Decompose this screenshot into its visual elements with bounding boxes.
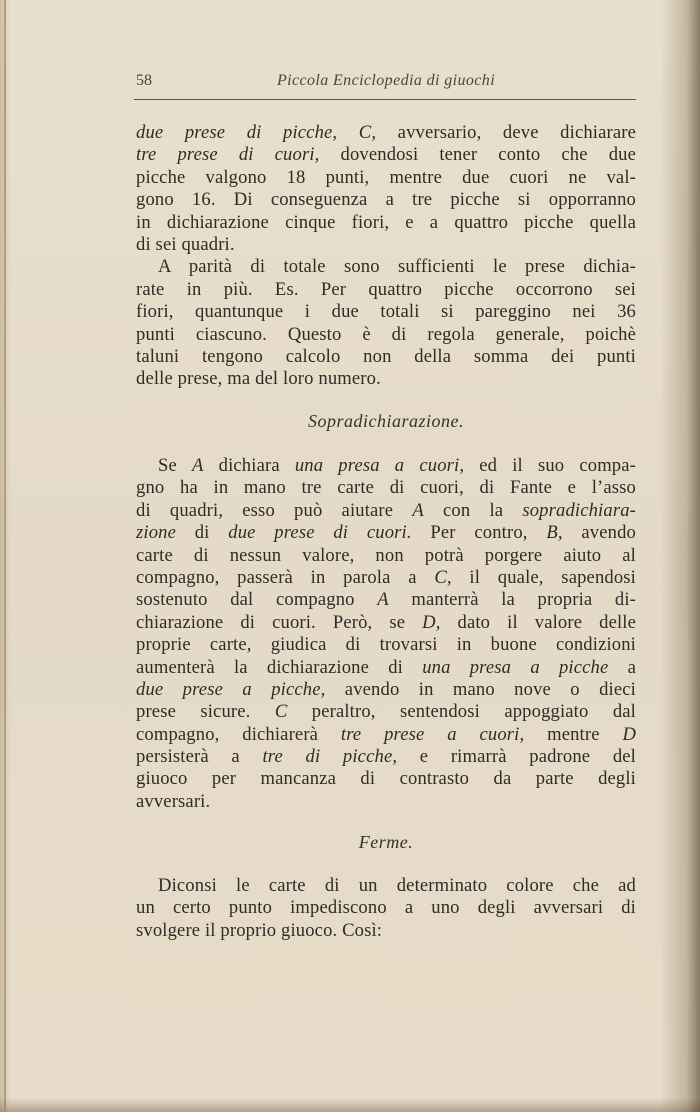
text-run: manterrà la propria di- (388, 589, 637, 611)
text-line (136, 189, 636, 211)
italic-run: zione (136, 522, 176, 544)
italic-run: B, (546, 522, 563, 544)
italic-run: due prese di cuori. (228, 522, 412, 544)
text-run: avversari. (136, 790, 211, 812)
text-line (136, 875, 636, 897)
italic-run: A (192, 455, 204, 476)
text-run: A parità di totale sono sufficienti le prese dichia- (158, 256, 636, 278)
paragraph-parity (136, 256, 636, 390)
italic-run: sopradichiara- (522, 499, 636, 521)
text-run: fiori, quantunque i due totali si pareggino nei 36 (136, 301, 636, 323)
text-line (136, 612, 636, 634)
page-edge (4, 0, 6, 1112)
text-run: mentre (524, 723, 623, 745)
text-run: Per contro, (411, 522, 547, 544)
text-run: avendo in mano nove o dieci (325, 678, 636, 700)
text-run: delle prese, ma del loro numero. (136, 368, 381, 390)
text-run: dato il valore delle (440, 611, 637, 633)
italic-run: tre prese a cuori, (340, 723, 525, 745)
italic-run: una presa a cuori, (294, 455, 465, 476)
text-run: persisterà a (136, 746, 263, 768)
text-line (136, 634, 636, 656)
text-run: Diconsi le carte di un determinato colore che ad (158, 875, 636, 896)
text-line (136, 589, 636, 611)
section-heading-ferme: Ferme. (358, 832, 414, 852)
text-line (136, 768, 636, 790)
text-run: giuoco per mancanza di contrasto da parte degli (136, 768, 636, 790)
text-line (136, 346, 636, 368)
text-line (136, 897, 636, 919)
text-run: dichiara (203, 455, 295, 476)
text-line (136, 167, 636, 189)
text-run: chiarazione di cuori. Però, se (136, 611, 423, 633)
text-line (136, 256, 636, 278)
text-run: con la (423, 499, 523, 521)
text-run: in dichiarazione cinque fiori, e a quattro picche quella (136, 211, 636, 233)
text-run: peraltro, sentendosi appoggiato dal (287, 701, 636, 723)
text-run: un certo punto impediscono a uno degli avversari di (136, 897, 636, 919)
italic-run: C (274, 701, 288, 723)
text-line (136, 701, 636, 723)
page-number: 58 (136, 72, 152, 89)
text-line (136, 567, 636, 589)
text-run: carte di nessun valore, non potrà porgere aiuto al (136, 544, 636, 566)
text-line (136, 234, 636, 256)
text-line (136, 657, 636, 679)
text-line (136, 368, 636, 390)
text-run: picche valgono 18 punti, mentre due cuori ne val- (136, 166, 636, 188)
text-run: di quadri, esso può aiutare (136, 499, 413, 521)
italic-run: due prese a picche, (136, 678, 326, 700)
italic-run: C, (434, 566, 452, 588)
text-run: sostenuto dal compagno (136, 589, 378, 611)
text-line (136, 477, 636, 499)
text-run: compagno, dichiarerà (136, 723, 341, 745)
text-line (136, 522, 636, 544)
text-run: rate in più. Es. Per quattro picche occorrono sei (136, 278, 636, 300)
italic-run: una presa a picche (422, 656, 609, 678)
text-run: gono 16. Di conseguenza a tre picche si opporranno (136, 189, 636, 211)
running-title: Piccola Enciclopedia di giuochi (276, 72, 496, 89)
text-line (136, 679, 636, 701)
text-line (136, 144, 636, 166)
text-line (136, 324, 636, 346)
italic-run: tre prese di cuori, (136, 144, 320, 166)
text-line (136, 279, 636, 301)
paragraph-continuation (136, 122, 636, 256)
text-run: di sei quadri. (136, 233, 235, 255)
text-run: aumenterà la dichiarazione di (136, 656, 423, 678)
text-run: il quale, sapendosi (451, 566, 636, 588)
section-heading-sopradichiarazione: Sopradichiarazione. (308, 411, 464, 431)
paragraph-ferme (136, 875, 636, 942)
header-rule (134, 99, 636, 100)
text-run: a (608, 656, 637, 678)
text-run: avversario, deve dichiarare (376, 122, 636, 143)
italic-run: D (622, 723, 637, 745)
text-run: compagno, passerà in parola a (136, 566, 435, 588)
italic-run: D, (422, 611, 441, 633)
italic-run: tre di picche, (262, 746, 398, 768)
text-line (136, 301, 636, 323)
text-run: di (176, 522, 229, 544)
running-header (136, 72, 636, 96)
text-run: prese sicure. (136, 701, 275, 723)
text-run: ed il suo compa- (464, 455, 636, 476)
paragraph-sopradichiarazione (136, 455, 636, 813)
text-line (136, 724, 636, 746)
text-line (136, 455, 636, 477)
text-line (136, 920, 636, 942)
text-line (136, 500, 636, 522)
text-line (136, 746, 636, 768)
text-line (136, 545, 636, 567)
text-line (136, 122, 636, 144)
text-run: e rimarrà padrone del (397, 746, 636, 768)
text-run: taluni tengono calcolo non della somma dei punti (136, 345, 636, 367)
text-line (136, 212, 636, 234)
text-run: gno ha in mano tre carte di cuori, di Fante e l’asso (136, 477, 636, 499)
italic-run: A (412, 499, 424, 521)
text-run: svolgere il proprio giuoco. Così: (136, 919, 383, 941)
italic-run: A (377, 589, 389, 611)
text-run: punti ciascuno. Questo è di regola generale, poichè (136, 323, 636, 345)
italic-run: due prese di picche, C, (136, 122, 377, 143)
text-run: avendo (562, 522, 636, 544)
text-run: proprie carte, giudica di trovarsi in buone condizioni (136, 634, 636, 656)
text-run: dovendosi tener conto che due (319, 144, 636, 166)
text-run: Se (158, 455, 193, 476)
text-line (136, 791, 636, 813)
